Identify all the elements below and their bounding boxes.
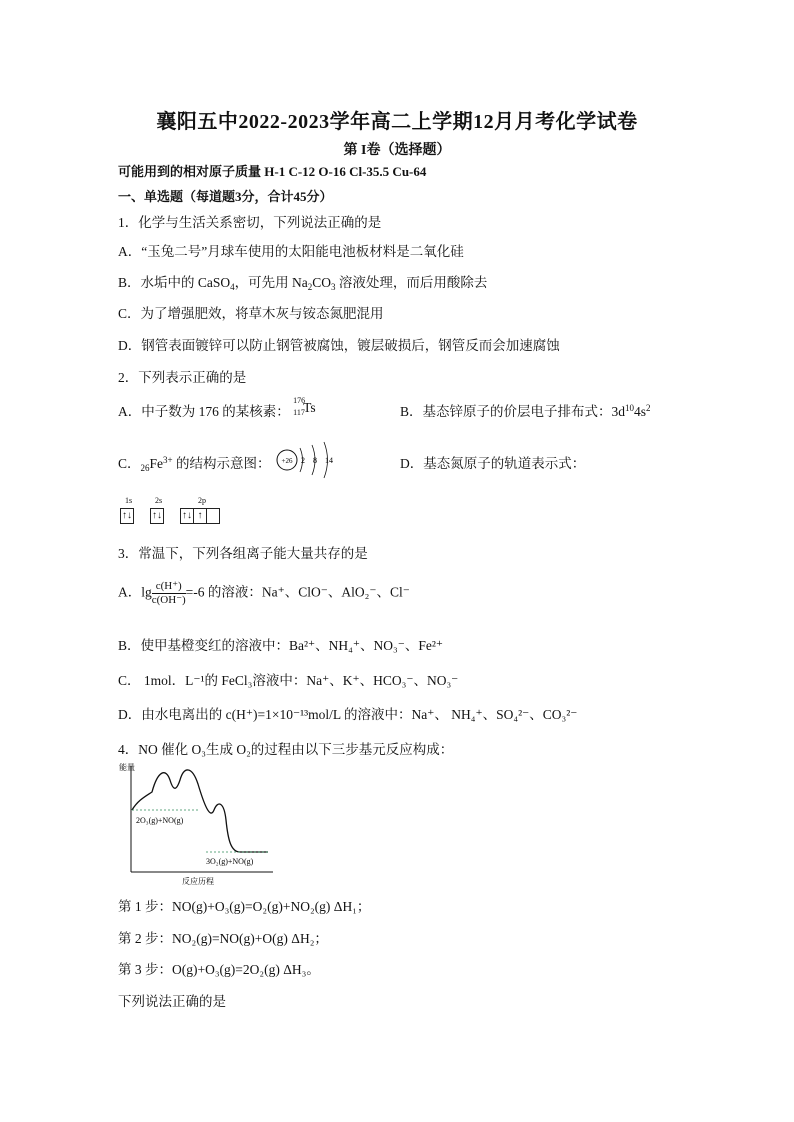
atomic-number: 117 [293, 408, 305, 417]
end-state-label: 3O₂(g)+NO(g) [206, 857, 254, 866]
q2-option-d: D．基态氮原子的轨道表示式： [400, 456, 586, 471]
orbital-label-1s: 1s [125, 496, 133, 505]
q1-option-c: C．为了增强肥效，将草木灰与铵态氮肥混用 [118, 306, 384, 321]
q4-step-2: 第 2 步：NO₂(g)=NO(g)+O(g) ΔH₂； [118, 931, 328, 946]
page-title: 襄阳五中2022-2023学年高二上学期12月月考化学试卷 [156, 111, 638, 133]
fraction-numerator: c(H⁺) [152, 580, 186, 594]
y-axis-label: 能量 [119, 763, 135, 772]
orbital-label-2p: 2p [198, 496, 206, 505]
q3-option-a [118, 580, 410, 607]
shell-3-electrons: 14 [325, 456, 333, 465]
energy-curve [132, 770, 268, 852]
q3-a-lg: lg [141, 584, 152, 600]
q2-b-sup2: 2 [646, 403, 651, 413]
orbital-box-2s [150, 508, 164, 524]
q2-c-text: 的结构示意图： [172, 456, 271, 471]
atomic-structure-diagram [274, 440, 344, 480]
ion-ratio-fraction [152, 580, 186, 607]
q1-stem: 1．化学与生活关系密切，下列说法正确的是 [118, 215, 382, 230]
nuclide-symbol [293, 396, 323, 420]
q1-b-text2: ，可先用 Na [234, 275, 308, 290]
q1-b-text4: 溶液处理，而后用酸除去 [335, 275, 488, 290]
q2-b-text1: B．基态锌原子的价层电子排布式：3d [400, 404, 626, 419]
orbital-box-1s [120, 508, 134, 524]
q2-c-label: C． [118, 456, 141, 471]
orbital-2p-1: ↑↓ [182, 510, 192, 521]
section-heading: 一、单选题（每道题3分，合计45分） [118, 189, 333, 204]
q2-option-a [118, 396, 323, 420]
q1-b-sub3: 3 [331, 282, 336, 292]
q4-step-1: 第 1 步：NO(g)+O₃(g)=O₂(g)+NO₂(g) ΔH₁； [118, 899, 371, 914]
q1-option-d: D．钢管表面镀锌可以防止钢管被腐蚀，镀层破损后，钢管反而会加速腐蚀 [118, 338, 560, 353]
q3-a-text: =-6 的溶液：Na⁺、ClO⁻、AlO₂⁻、Cl⁻ [185, 584, 410, 600]
q3-a-label: A． [118, 584, 142, 600]
q3-stem: 3．常温下，下列各组离子能大量共存的是 [118, 546, 368, 561]
q1-option-b [118, 271, 487, 292]
orbital-2s-electrons: ↑↓ [152, 510, 162, 521]
q2-option-c [118, 452, 270, 473]
q4-step-3: 第 3 步：O(g)+O₃(g)=2O₂(g) ΔH₃。 [118, 962, 320, 977]
section-subtitle: 第 I卷（选择题） [343, 143, 451, 158]
energy-profile-diagram [118, 760, 278, 888]
q4-stem: 4．NO 催化 O₃生成 O₂的过程由以下三步基元反应构成： [118, 742, 454, 757]
q3-option-b: B．使甲基橙变红的溶液中：Ba²⁺、NH₄⁺、NO₃⁻、Fe²⁺ [118, 638, 444, 653]
orbital-2p-3 [207, 509, 219, 523]
q1-b-text1: B．水垢中的 CaSO [118, 275, 231, 290]
q1-option-a: A．“玉兔二号”月球车使用的太阳能电池板材料是二氧化硅 [118, 244, 464, 259]
atomic-masses: 可能用到的相对原子质量 H-1 C-12 O-16 Cl-35.5 Cu-64 [118, 164, 427, 179]
orbital-label-2s: 2s [155, 496, 163, 505]
q3-option-c: C． 1mol．L⁻¹的 FeCl₃溶液中：Na⁺、K⁺、HCO₃⁻、NO₃⁻ [118, 673, 459, 688]
orbital-2p-2: ↑ [194, 509, 207, 523]
q2-option-b [400, 400, 651, 420]
shell-1-electrons: 2 [301, 456, 305, 465]
x-axis-label: 反应历程 [182, 877, 214, 886]
q2-b-text2: 4s [634, 404, 647, 419]
orbital-box-2p [180, 508, 220, 524]
q2-stem: 2．下列表示正确的是 [118, 370, 247, 385]
q4-prompt: 下列说法正确的是 [118, 994, 226, 1009]
mass-number: 176 [293, 396, 306, 405]
start-state-label: 2O₃(g)+NO(g) [136, 816, 184, 825]
q2-c-sup: 3+ [163, 455, 173, 465]
shell-2-electrons: 8 [313, 456, 317, 465]
fraction-denominator: c(OH⁻) [151, 594, 186, 606]
q1-b-sub2: 2 [307, 282, 313, 292]
q3-option-d: D．由水电离出的 c(H⁺)=1×10⁻¹³mol/L 的溶液中：Na⁺、 NH₄⁺、SO₄²⁻、CO₃²⁻ [118, 707, 578, 722]
q2-a-text: A．中子数为 176 的某核素： [118, 404, 290, 419]
q1-b-text3: CO [312, 275, 332, 290]
q2-b-sup1: 10 [625, 403, 635, 413]
q2-c-sym: Fe [149, 456, 164, 471]
orbital-1s-electrons: ↑↓ [122, 510, 132, 521]
q1-b-sub1: 4 [230, 282, 235, 292]
q2-c-sub: 26 [140, 463, 150, 473]
nucleus-charge: +26 [281, 457, 293, 465]
element-symbol: Ts [303, 400, 316, 415]
